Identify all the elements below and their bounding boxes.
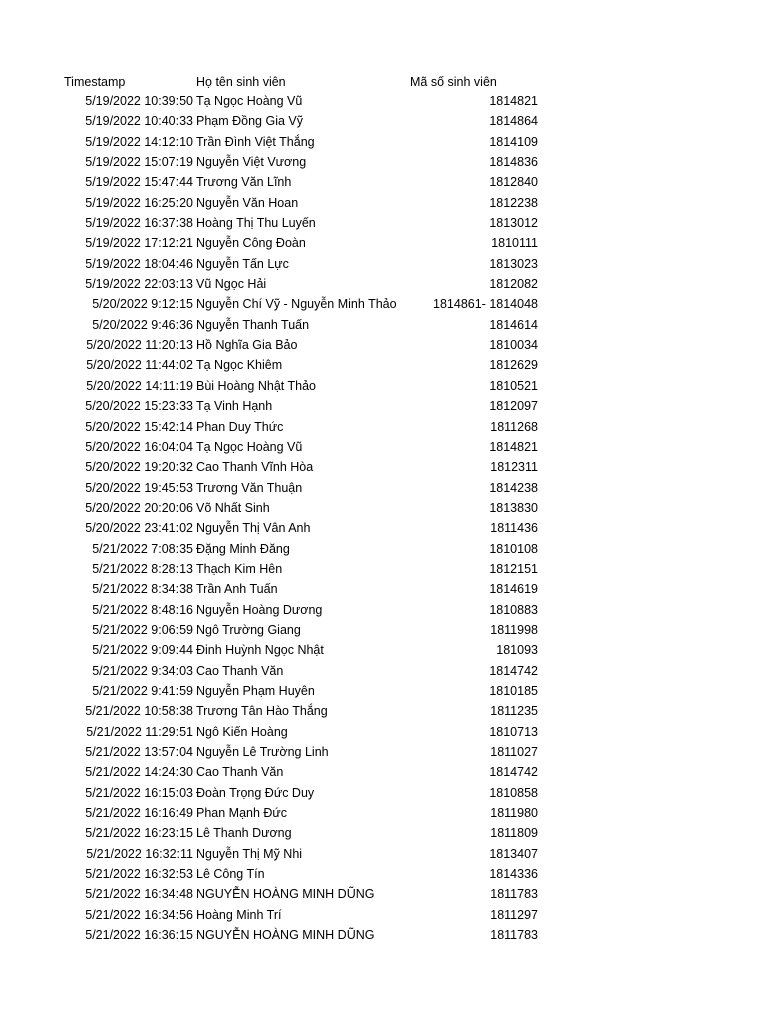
student-name-cell: Hoàng Minh Trí (196, 907, 282, 922)
student-id-cell: 1814864 (489, 114, 538, 129)
student-name-cell: Nguyễn Văn Hoan (196, 195, 299, 210)
student-id-cell: 1810858 (489, 785, 538, 800)
student-id-cell: 1811809 (490, 826, 538, 841)
timestamp-cell: 5/21/2022 14:24:30 (85, 765, 193, 780)
student-id-cell: 1811268 (490, 419, 538, 434)
table-row (0, 111, 768, 131)
table-row (0, 559, 768, 579)
student-id-cell: 1814836 (489, 155, 538, 170)
student-id-cell: 1810108 (489, 541, 538, 556)
timestamp-cell: 5/20/2022 14:11:19 (86, 378, 193, 393)
table-row (0, 294, 768, 314)
timestamp-cell: 5/20/2022 15:42:14 (85, 419, 193, 434)
timestamp-cell: 5/19/2022 16:25:20 (85, 195, 193, 210)
timestamp-cell: 5/21/2022 9:06:59 (92, 622, 193, 637)
timestamp-cell: 5/19/2022 17:12:21 (85, 236, 193, 251)
student-name-cell: Tạ Ngọc Hoàng Vũ (196, 94, 303, 108)
student-id-cell: 1813830 (489, 500, 538, 515)
table-body (0, 91, 768, 945)
student-id-cell: 1814821 (489, 439, 538, 454)
table-row (0, 355, 768, 375)
student-id-cell: 1814109 (489, 134, 538, 149)
student-id-cell: 1812082 (489, 277, 538, 292)
timestamp-cell: 5/21/2022 16:36:15 (85, 928, 193, 943)
student-name-cell: Trần Đình Việt Thắng (196, 134, 315, 149)
table-row (0, 254, 768, 274)
student-name-cell: Đoàn Trọng Đức Duy (196, 785, 315, 800)
student-id-cell: 1812151 (489, 561, 538, 576)
student-id-cell: 1810034 (489, 338, 538, 353)
student-name-cell: Nguyễn Hoàng Dương (196, 602, 323, 617)
student-id-cell: 1810521 (489, 378, 538, 393)
student-name-cell: Hoàng Thị Thu Luyến (196, 216, 316, 231)
student-id-cell: 1814861- 1814048 (433, 297, 538, 312)
student-name-cell: Vũ Ngọc Hải (196, 277, 267, 292)
student-name-cell: NGUYỄN HOÀNG MINH DŨNG (196, 928, 375, 943)
student-name-cell: Trần Anh Tuấn (196, 582, 278, 597)
timestamp-cell: 5/19/2022 15:07:19 (85, 155, 193, 170)
student-id-cell: 1814336 (489, 867, 538, 882)
table-row (0, 722, 768, 742)
student-id-cell: 1814619 (489, 582, 538, 597)
student-name-cell: Trương Văn Thuận (196, 480, 303, 495)
timestamp-cell: 5/19/2022 18:04:46 (85, 256, 193, 271)
table-row (0, 417, 768, 437)
student-id-cell: 1811783 (490, 928, 538, 943)
student-id-cell: 1814238 (489, 480, 538, 495)
header-student-name: Họ tên sinh viên (196, 75, 286, 89)
timestamp-cell: 5/21/2022 8:34:38 (92, 582, 193, 597)
student-name-cell: NGUYỄN HOÀNG MINH DŨNG (196, 887, 375, 902)
table-row (0, 620, 768, 640)
student-name-cell: Võ Nhất Sinh (196, 500, 270, 515)
table-row (0, 640, 768, 660)
student-name-cell: Nguyễn Chí Vỹ - Nguyễn Minh Thảo (196, 297, 397, 312)
student-name-cell: Trương Văn Lĩnh (196, 175, 292, 190)
student-name-cell: Đặng Minh Đăng (196, 541, 290, 556)
student-name-cell: Lê Thanh Dương (196, 826, 292, 841)
table-row (0, 498, 768, 518)
timestamp-cell: 5/19/2022 15:47:44 (85, 175, 193, 190)
student-name-cell: Ngô Kiến Hoàng (196, 724, 288, 739)
table-row (0, 925, 768, 945)
student-name-cell: Nguyễn Thị Mỹ Nhi (196, 846, 303, 861)
table-row (0, 233, 768, 253)
table-row (0, 376, 768, 396)
table-row (0, 213, 768, 233)
timestamp-cell: 5/19/2022 10:40:33 (85, 114, 193, 129)
student-id-cell: 1814614 (489, 317, 538, 332)
student-name-cell: Nguyễn Phạm Huyên (196, 683, 315, 698)
table-row (0, 315, 768, 335)
timestamp-cell: 5/21/2022 9:41:59 (92, 683, 193, 698)
timestamp-cell: 5/20/2022 9:46:36 (92, 317, 193, 332)
student-id-cell: 1814742 (489, 765, 538, 780)
table-row (0, 518, 768, 538)
timestamp-cell: 5/19/2022 10:39:50 (85, 94, 193, 108)
student-id-cell: 1814742 (489, 663, 538, 678)
student-id-cell: 1812629 (489, 358, 538, 373)
table-row (0, 742, 768, 762)
table-row (0, 579, 768, 599)
table-row (0, 762, 768, 782)
student-name-cell: Thạch Kim Hên (196, 561, 283, 576)
student-id-cell: 1812097 (489, 399, 538, 414)
student-id-cell: 1811297 (490, 907, 538, 922)
table-row (0, 864, 768, 884)
student-name-cell: Ngô Trường Giang (196, 622, 301, 637)
timestamp-cell: 5/20/2022 15:23:33 (85, 399, 193, 414)
table-row (0, 905, 768, 925)
student-id-cell: 1813023 (489, 256, 538, 271)
header-timestamp: Timestamp (64, 75, 126, 89)
student-name-cell: Lê Công Tín (196, 867, 265, 882)
timestamp-cell: 5/21/2022 16:34:56 (85, 907, 193, 922)
table-row (0, 172, 768, 192)
header-row (0, 72, 768, 92)
student-name-cell: Nguyễn Thị Vân Anh (196, 521, 311, 536)
timestamp-cell: 5/21/2022 7:08:35 (92, 541, 193, 556)
student-id-cell: 1811998 (490, 622, 538, 637)
table-row (0, 701, 768, 721)
student-name-cell: Tạ Ngọc Hoàng Vũ (196, 439, 303, 454)
timestamp-cell: 5/19/2022 22:03:13 (85, 277, 193, 292)
student-id-cell: 1810713 (489, 724, 538, 739)
table-row (0, 478, 768, 498)
timestamp-cell: 5/21/2022 8:28:13 (92, 561, 193, 576)
student-id-cell: 1811980 (490, 806, 538, 821)
table-row (0, 844, 768, 864)
student-id-cell: 1812311 (490, 460, 538, 475)
student-id-cell: 1811027 (490, 745, 538, 759)
timestamp-cell: 5/20/2022 23:41:02 (85, 521, 193, 536)
timestamp-cell: 5/21/2022 13:57:04 (85, 745, 193, 759)
timestamp-cell: 5/21/2022 16:34:48 (85, 887, 193, 902)
timestamp-cell: 5/21/2022 9:09:44 (92, 643, 193, 658)
student-name-cell: Tạ Ngọc Khiêm (196, 358, 283, 373)
student-id-cell: 1813012 (489, 216, 538, 231)
timestamp-cell: 5/20/2022 11:20:13 (86, 338, 193, 353)
student-id-cell: 1811235 (490, 704, 538, 719)
timestamp-cell: 5/21/2022 11:29:51 (86, 724, 193, 739)
timestamp-cell: 5/20/2022 19:45:53 (85, 480, 193, 495)
table-row (0, 783, 768, 803)
table-row (0, 91, 768, 111)
student-name-cell: Nguyễn Tấn Lực (196, 256, 289, 271)
timestamp-cell: 5/20/2022 20:20:06 (85, 500, 193, 515)
student-id-cell: 1810883 (489, 602, 538, 617)
student-id-cell: 1810185 (489, 683, 538, 698)
table-row (0, 884, 768, 904)
timestamp-cell: 5/20/2022 9:12:15 (92, 297, 193, 312)
student-id-cell: 1811436 (490, 521, 538, 536)
student-id-cell: 1814821 (489, 94, 538, 108)
timestamp-cell: 5/21/2022 10:58:38 (85, 704, 193, 719)
table-row (0, 803, 768, 823)
table-row (0, 274, 768, 294)
student-id-cell: 1812840 (489, 175, 538, 190)
student-name-cell: Cao Thanh Văn (196, 765, 284, 780)
timestamp-cell: 5/21/2022 16:15:03 (85, 785, 193, 800)
table-row (0, 132, 768, 152)
timestamp-cell: 5/19/2022 16:37:38 (85, 216, 193, 231)
timestamp-cell: 5/21/2022 16:32:53 (85, 867, 193, 882)
student-name-cell: Nguyễn Việt Vương (196, 155, 307, 170)
timestamp-cell: 5/20/2022 16:04:04 (85, 439, 193, 454)
student-id-cell: 1812238 (489, 195, 538, 210)
student-name-cell: Cao Thanh Văn (196, 663, 284, 678)
table-row (0, 335, 768, 355)
student-name-cell: Cao Thanh Vĩnh Hòa (196, 460, 314, 475)
table-row (0, 152, 768, 172)
student-name-cell: Trương Tân Hào Thắng (196, 704, 328, 719)
student-name-cell: Phan Duy Thức (196, 419, 284, 434)
table-row (0, 193, 768, 213)
student-name-cell: Nguyễn Lê Trường Linh (196, 745, 329, 759)
table-row (0, 457, 768, 477)
student-id-cell: 1811783 (490, 887, 538, 902)
student-id-cell: 1810111 (491, 236, 538, 251)
timestamp-cell: 5/21/2022 16:32:11 (86, 846, 193, 861)
student-name-cell: Tạ Vinh Hạnh (196, 399, 273, 414)
timestamp-cell: 5/20/2022 11:44:02 (86, 358, 193, 373)
header-student-id: Mã số sinh viên (410, 75, 497, 89)
timestamp-cell: 5/21/2022 9:34:03 (92, 663, 193, 678)
table-row (0, 823, 768, 843)
student-name-cell: Nguyễn Công Đoàn (196, 236, 306, 251)
table-row (0, 600, 768, 620)
table-row (0, 661, 768, 681)
timestamp-cell: 5/21/2022 16:23:15 (85, 826, 193, 841)
timestamp-cell: 5/19/2022 14:12:10 (85, 134, 193, 149)
table-row (0, 539, 768, 559)
student-name-cell: Đinh Huỳnh Ngọc Nhật (196, 643, 324, 658)
timestamp-cell: 5/20/2022 19:20:32 (85, 460, 193, 475)
student-name-cell: Nguyễn Thanh Tuấn (196, 317, 310, 332)
student-name-cell: Hồ Nghĩa Gia Bảo (196, 338, 298, 353)
student-name-cell: Bùi Hoàng Nhật Thảo (196, 378, 316, 393)
student-name-cell: Phan Mạnh Đức (196, 806, 288, 821)
timestamp-cell: 5/21/2022 8:48:16 (92, 602, 193, 617)
table-row (0, 437, 768, 457)
table-row (0, 396, 768, 416)
table-row (0, 681, 768, 701)
student-id-cell: 181093 (496, 643, 538, 658)
student-id-cell: 1813407 (489, 846, 538, 861)
timestamp-cell: 5/21/2022 16:16:49 (85, 806, 193, 821)
student-name-cell: Phạm Đồng Gia Vỹ (196, 114, 303, 129)
